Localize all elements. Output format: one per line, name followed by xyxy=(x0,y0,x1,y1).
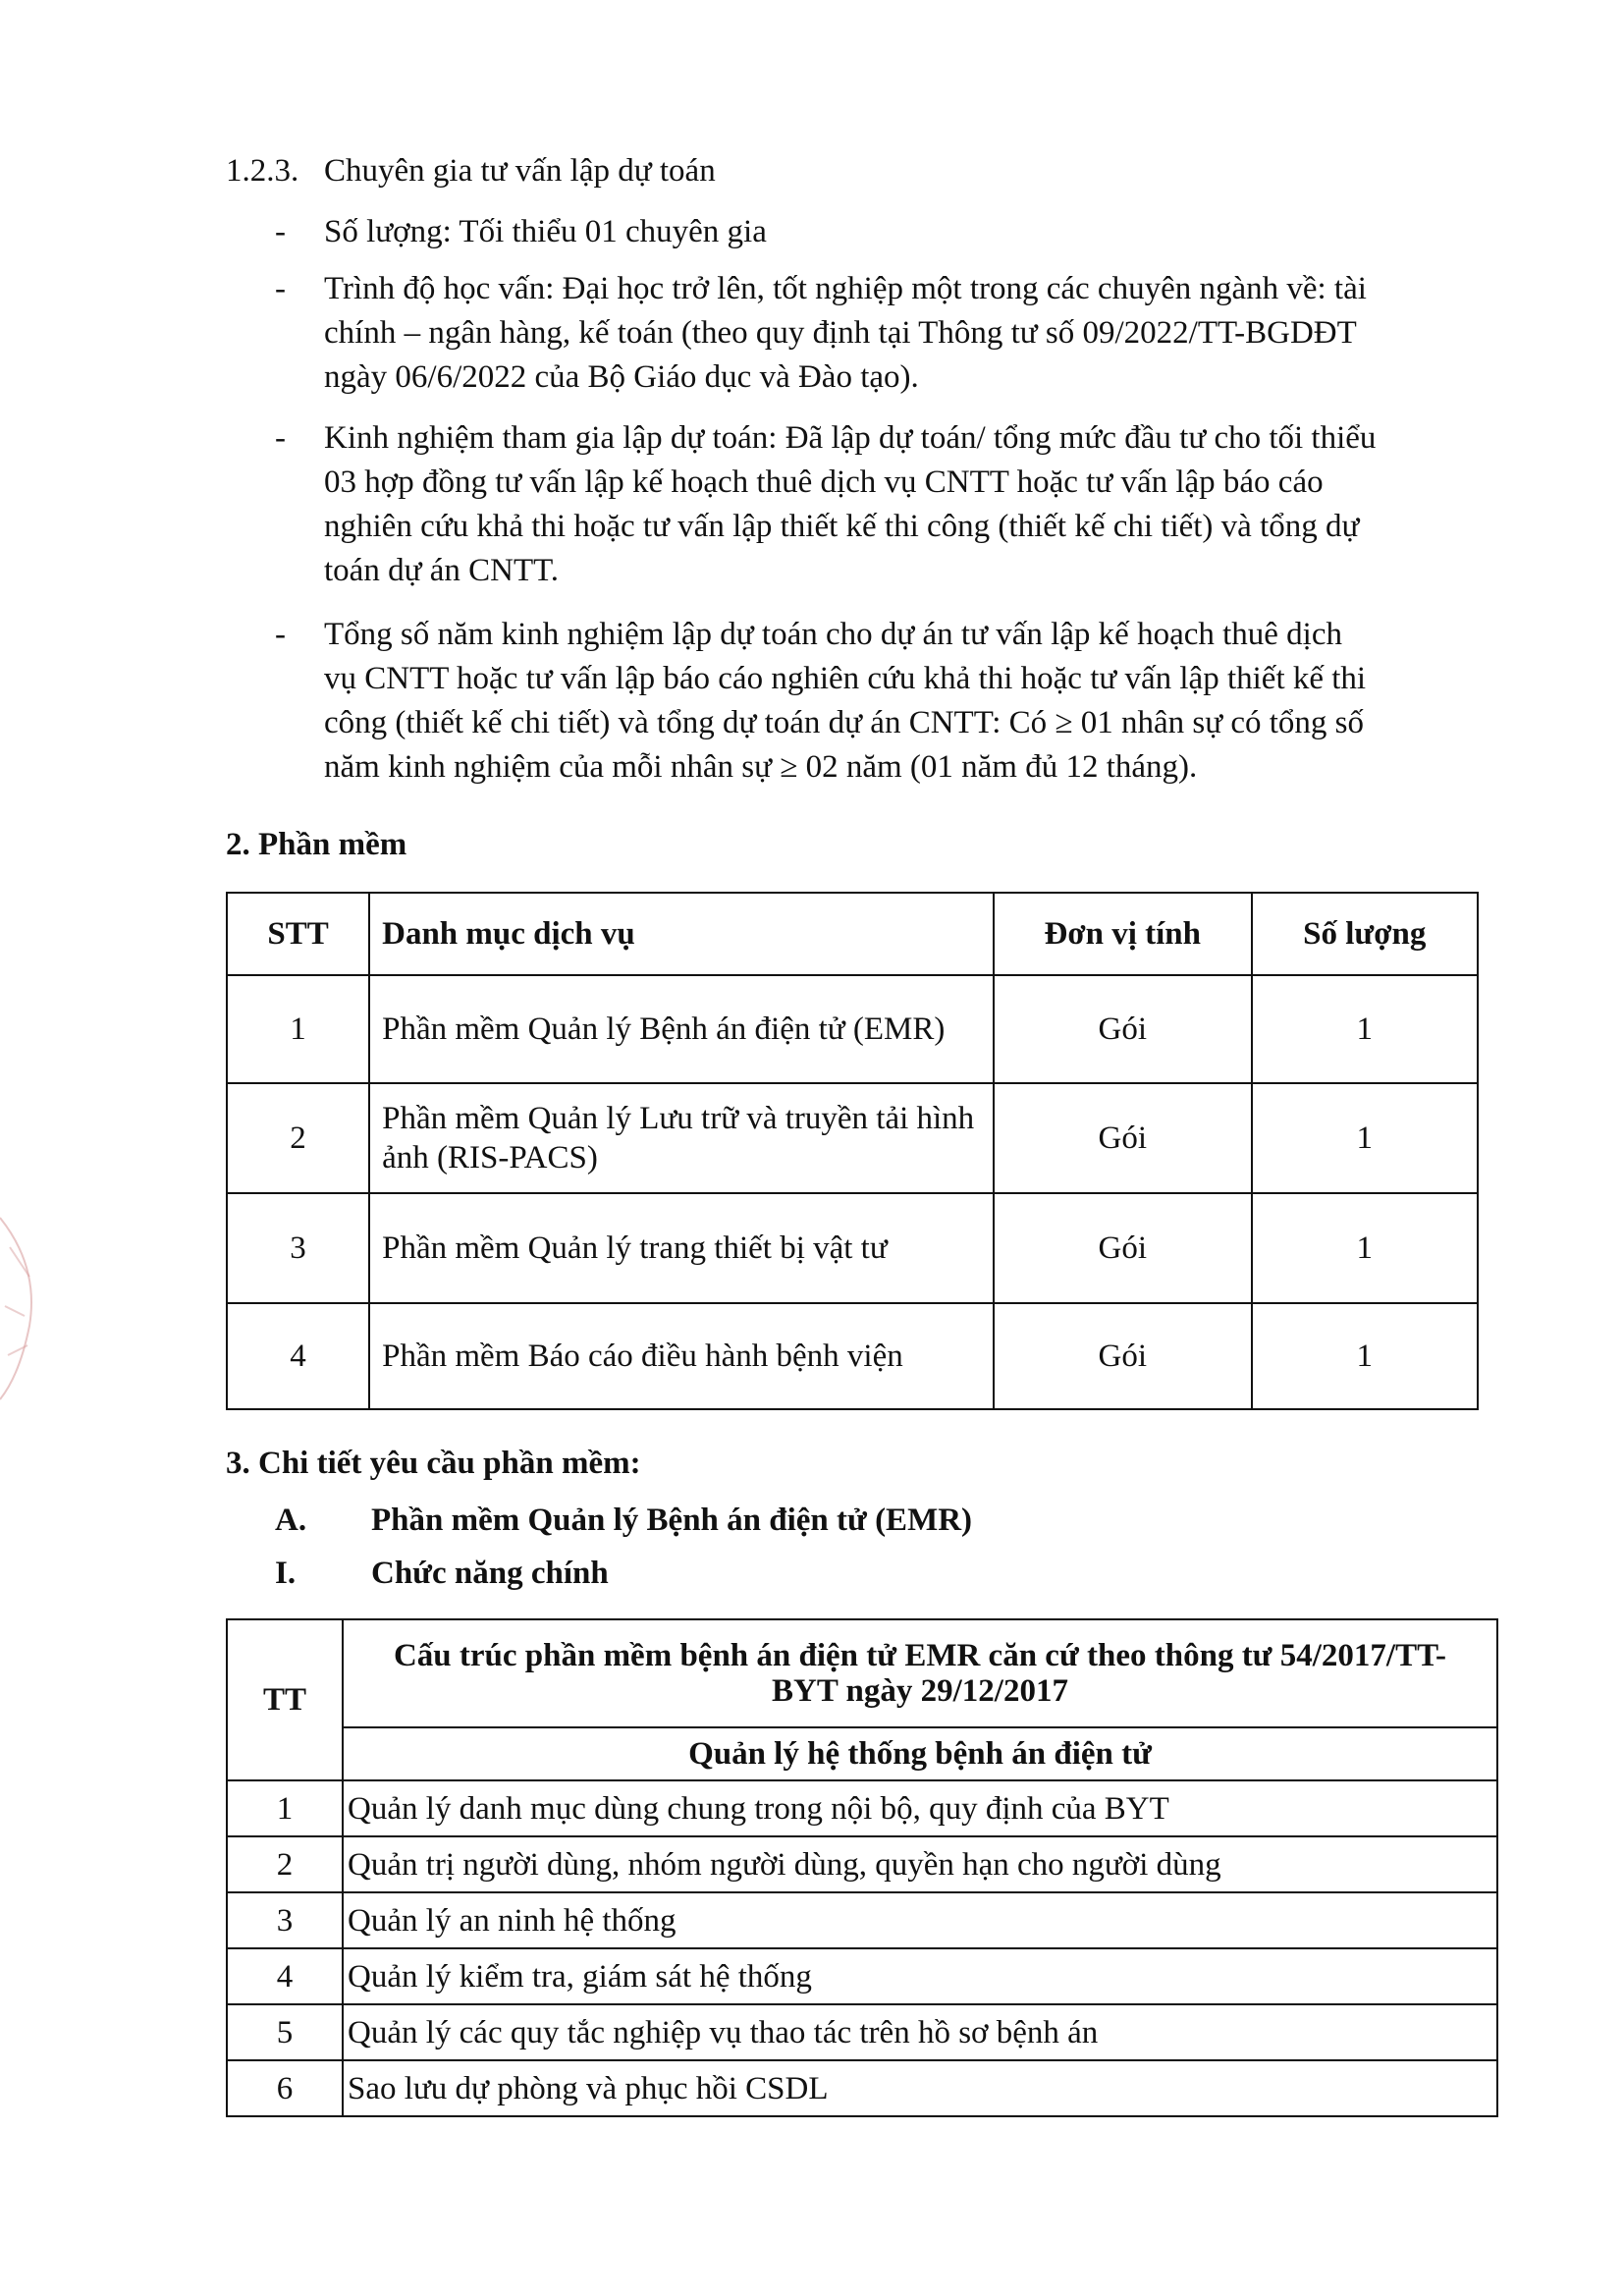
row-text: Quản lý an ninh hệ thống xyxy=(343,1892,1497,1948)
bullet-line: Kinh nghiệm tham gia lập dự toán: Đã lập dự toán/ tổng mức đầu tư cho tối thiểu xyxy=(324,420,1377,456)
bullet-line: ngày 06/6/2022 của Bộ Giáo dục và Đào tạo). xyxy=(324,359,919,395)
column-header-quantity: Số lượng xyxy=(1252,893,1479,975)
row-tt: 3 xyxy=(227,1892,343,1948)
row-stt: 2 xyxy=(227,1083,369,1193)
section-heading-num: 1.2.3. xyxy=(226,153,299,189)
table-header-row xyxy=(227,1619,1497,1727)
table-row xyxy=(227,1836,1497,1892)
table-row xyxy=(227,1193,1478,1303)
column-header-service: Danh mục dịch vụ xyxy=(369,893,994,975)
section-2-heading: 2. Phần mềm xyxy=(226,827,407,862)
table-row xyxy=(227,975,1478,1083)
bullet-line: Trình độ học vấn: Đại học trở lên, tốt nghiệp một trong các chuyên ngành về: tài xyxy=(324,271,1367,306)
row-text: Quản lý các quy tắc nghiệp vụ thao tác trên hồ sơ bệnh án xyxy=(343,2004,1497,2060)
row-unit: Gói xyxy=(994,975,1251,1083)
row-unit: Gói xyxy=(994,1083,1251,1193)
row-service-name: Phần mềm Quản lý Lưu trữ và truyền tải hình ảnh (RIS-PACS) xyxy=(369,1083,994,1193)
table-row xyxy=(227,2004,1497,2060)
bullet-line: năm kinh nghiệm của mỗi nhân sự ≥ 02 năm (01 năm đủ 12 tháng). xyxy=(324,749,1198,785)
table-row xyxy=(227,1780,1497,1836)
bullet-line: chính – ngân hàng, kế toán (theo quy định tại Thông tư số 09/2022/TT-BGDĐT xyxy=(324,315,1357,351)
row-stt: 3 xyxy=(227,1193,369,1303)
row-stt: 1 xyxy=(227,975,369,1083)
row-quantity: 1 xyxy=(1252,1193,1479,1303)
column-header-tt: TT xyxy=(227,1619,343,1780)
subsection-a-label: A. xyxy=(275,1503,307,1538)
bullet-line: Số lượng: Tối thiểu 01 chuyên gia xyxy=(324,214,767,249)
table-section-title: Quản lý hệ thống bệnh án điện tử xyxy=(343,1727,1497,1780)
bleed-through-texture xyxy=(147,511,153,537)
row-unit: Gói xyxy=(994,1193,1251,1303)
row-quantity: 1 xyxy=(1252,1083,1479,1193)
row-text: Quản trị người dùng, nhóm người dùng, quyền hạn cho người dùng xyxy=(343,1836,1497,1892)
subsection-i-title: Chức năng chính xyxy=(371,1556,609,1591)
column-header-unit: Đơn vị tính xyxy=(994,893,1251,975)
subsection-a-title: Phần mềm Quản lý Bệnh án điện tử (EMR) xyxy=(371,1503,973,1538)
bullet-line: 03 hợp đồng tư vấn lập kế hoạch thuê dịch vụ CNTT hoặc tư vấn lập báo cáo xyxy=(324,465,1324,500)
row-tt: 5 xyxy=(227,2004,343,2060)
emr-structure-table xyxy=(226,1618,1498,2117)
bullet-line: Tổng số năm kinh nghiệm lập dự toán cho dự án tư vấn lập kế hoạch thuê dịch xyxy=(324,617,1343,652)
table-row xyxy=(227,2060,1497,2116)
software-table xyxy=(226,892,1479,1410)
bullet-line: toán dự án CNTT. xyxy=(324,553,560,588)
row-text: Quản lý kiểm tra, giám sát hệ thống xyxy=(343,1948,1497,2004)
bullet-dash: - xyxy=(275,214,286,249)
row-text: Sao lưu dự phòng và phục hồi CSDL xyxy=(343,2060,1497,2116)
section-3-heading: 3. Chi tiết yêu cầu phần mềm: xyxy=(226,1446,641,1481)
table-row xyxy=(227,1948,1497,2004)
bullet-line: công (thiết kế chi tiết) và tổng dự toán dự án CNTT: Có ≥ 01 nhân sự có tổng số xyxy=(324,705,1365,740)
table-section-row xyxy=(227,1727,1497,1780)
row-tt: 2 xyxy=(227,1836,343,1892)
row-quantity: 1 xyxy=(1252,975,1479,1083)
table-title: Cấu trúc phần mềm bệnh án điện tử EMR căn cứ theo thông tư 54/2017/TT-BYT ngày 29/12/2017 xyxy=(343,1619,1497,1727)
bullet-line: nghiên cứu khả thi hoặc tư vấn lập thiết kế thi công (thiết kế chi tiết) và tổng dự xyxy=(324,509,1360,544)
bullet-dash: - xyxy=(275,271,286,306)
row-service-name: Phần mềm Báo cáo điều hành bệnh viện xyxy=(369,1303,994,1409)
bullet-dash: - xyxy=(275,420,286,456)
section-heading: Chuyên gia tư vấn lập dự toán xyxy=(324,153,716,189)
stamp-fragment xyxy=(0,1208,59,1404)
bullet-line: vụ CNTT hoặc tư vấn lập báo cáo nghiên cứu khả thi hoặc tư vấn lập thiết kế thi xyxy=(324,661,1367,696)
column-header-stt: STT xyxy=(227,893,369,975)
row-tt: 6 xyxy=(227,2060,343,2116)
row-stt: 4 xyxy=(227,1303,369,1409)
table-header-row xyxy=(227,893,1478,975)
row-service-name: Phần mềm Quản lý trang thiết bị vật tư xyxy=(369,1193,994,1303)
row-text: Quản lý danh mục dùng chung trong nội bộ, quy định của BYT xyxy=(343,1780,1497,1836)
bullet-dash: - xyxy=(275,617,286,652)
row-unit: Gói xyxy=(994,1303,1251,1409)
row-quantity: 1 xyxy=(1252,1303,1479,1409)
row-service-name: Phần mềm Quản lý Bệnh án điện tử (EMR) xyxy=(369,975,994,1083)
row-tt: 4 xyxy=(227,1948,343,2004)
subsection-i-label: I. xyxy=(275,1556,297,1591)
table-row xyxy=(227,1083,1478,1193)
table-row xyxy=(227,1303,1478,1409)
row-tt: 1 xyxy=(227,1780,343,1836)
table-row xyxy=(227,1892,1497,1948)
